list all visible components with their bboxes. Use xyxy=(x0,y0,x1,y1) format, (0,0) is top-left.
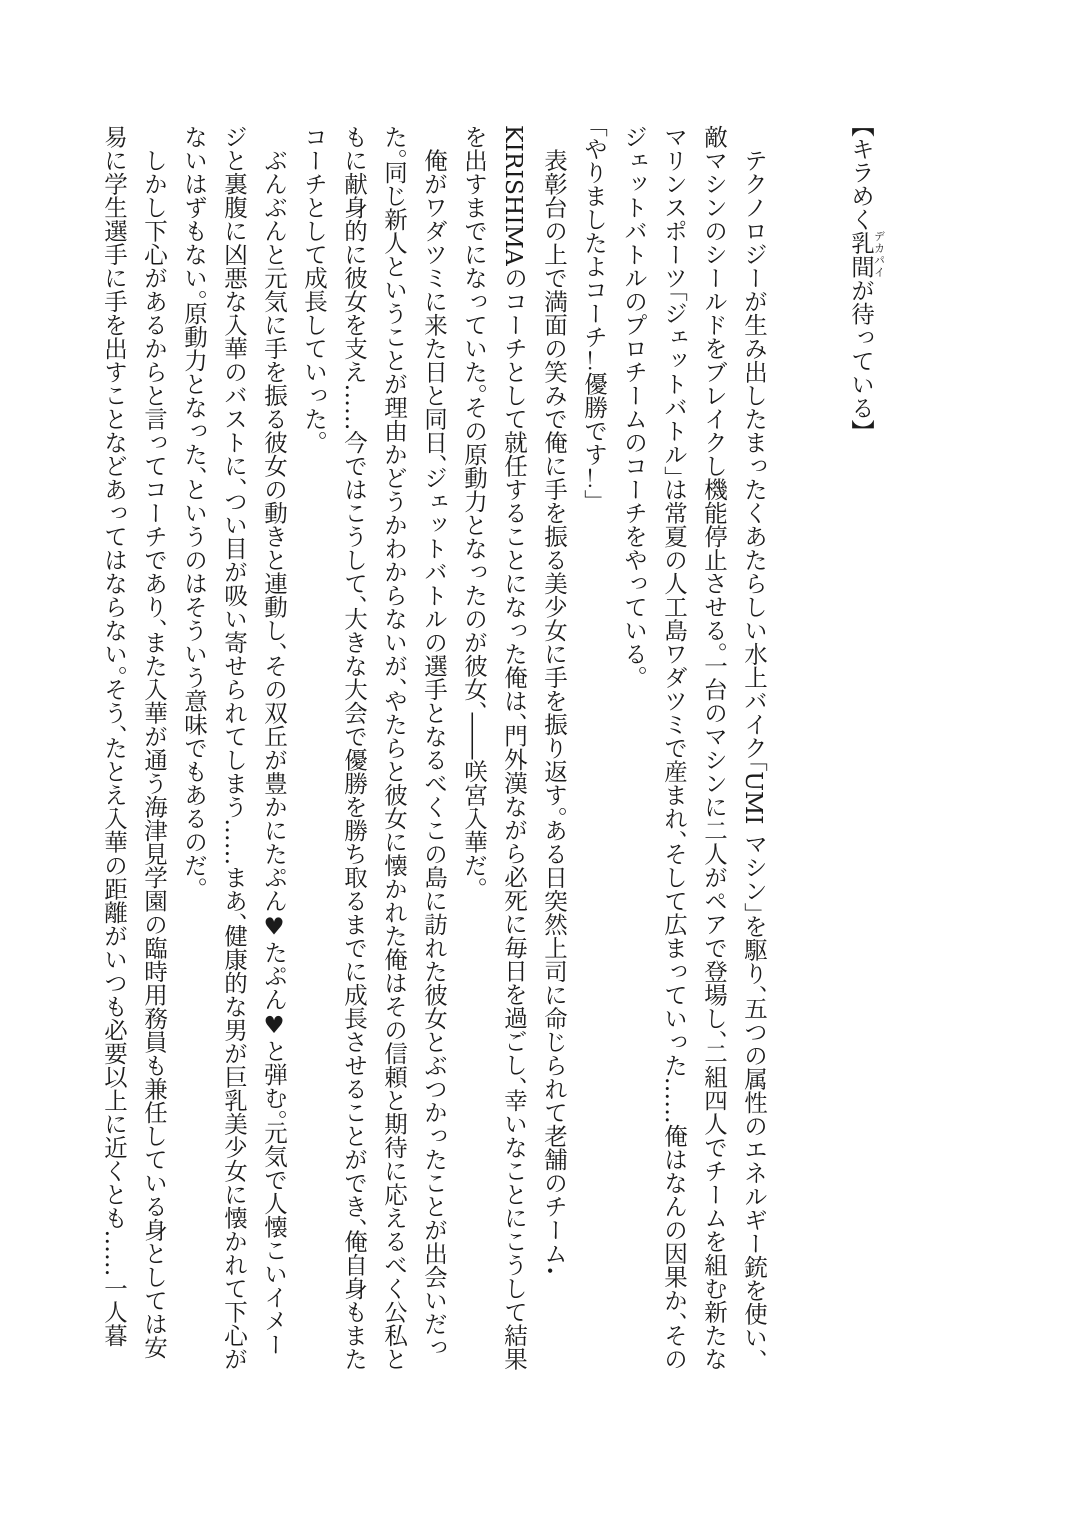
paragraph-meeting-irika: 俺がワダツミに来た日と同日、ジェットバトルの選手となるべくこの島に訪れた彼女とぶつかったことが出会いだった。同じ新人ということが理由かどうかわからないが、やたらと彼女に懐かれた俺はその信頼と期待に応えるべく公私ともに献身的に彼女を支え……今ではこうして、大きな大会で優勝を勝ち取るまでに成長させることができ、俺自身もまたコーチとして成長していった。 xyxy=(300,125,448,1371)
paragraph-coach-restraint: しかし下心があるからと言ってコーチであり、また入華が通う海津見学園の臨時用務員も兼任している身としては安易に学生選手に手を出すことなどあってはならない。そう、たとえ入華の距離がいつも必要以上に近くとも……一人暮 xyxy=(100,125,168,1359)
title-ruby-base: 乳間 xyxy=(847,230,875,279)
title-prefix: 【キラめく xyxy=(847,125,875,231)
paragraph-bust-motivation: ぶんぶんと元気に手を振る彼女の動きと連動し、その双丘が豊かにたぷん♥たぷん♥と弾む。元気で人懐こいイメージと裏腹に凶悪な入華のバストに、つい目が吸い寄せられてしまう……まあ、健康的な男が巨乳美少女に懐かれて下心がないはずもない。原動力となった、というのはそういう意味でもあるのだ。 xyxy=(180,125,288,1371)
paragraph-dialogue-coach: 「やりましたよコーチ！優勝です！」 xyxy=(580,125,608,501)
vertical-text-block xyxy=(94,125,885,1373)
title-furigana: デカパイ xyxy=(872,230,886,279)
paragraph-intro-jetbattle: テクノロジーが生み出したまったくあたらしい水上バイク「UMI マシン」を駆り、五つの属性のエネルギー銃を使い、敵マシンのシールドをブレイクし機能停止させる。一台のマシンに二人がペアで登場し、二組四人でチームを組む新たなマリンスポーツ「ジェットバトル」は常夏の人工島ワダツミで産まれ、そして広まっていった……俺はなんの因果か、そのジェットバトルのプロチームのコーチをやっている。 xyxy=(620,125,768,1371)
title-ruby xyxy=(847,230,886,279)
section-title xyxy=(841,125,885,1373)
paragraph-podium-kirishima: 表彰台の上で満面の笑みで俺に手を振る美少女に手を振り返す。ある日突然上司に命じられて老舗のチーム・KIRISHIMAのコーチとして就任することになった俺は、門外漢ながら必死に毎日を過ごし、幸いなことにこうして結果を出すまでになっていた。その原動力となったのが彼女、――咲宮入華だ。 xyxy=(460,125,568,1371)
title-suffix: が待っている】 xyxy=(847,278,875,431)
